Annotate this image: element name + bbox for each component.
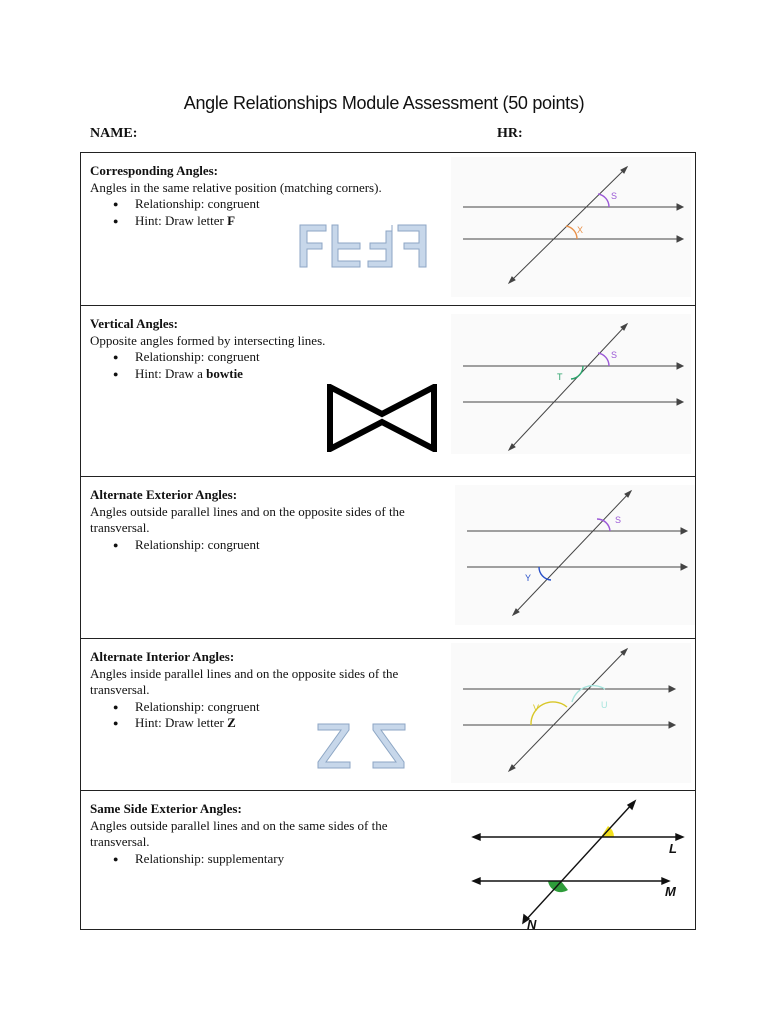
angle-label-s: S [611,191,618,201]
hr-label: HR: [497,126,523,141]
hint-bullet: ● Hint: Draw a bowtie [135,366,435,383]
row-vertical-angles [81,306,695,477]
alternate-interior-angles-diagram [451,643,691,783]
angle-label-t: T [557,372,563,382]
row-heading: Vertical Angles: [90,316,178,331]
angle-label-v: V [533,703,540,713]
same-side-exterior-angles-diagram [465,795,695,929]
relationship-bullet: ● Relationship: supplementary [135,851,435,868]
line-label-l: L [669,841,677,856]
angle-label-y: Y [525,573,532,583]
angle-table [80,152,696,930]
row-heading: Same Side Exterior Angles: [90,801,242,816]
row-corresponding-angles [81,153,695,306]
vertical-angles-diagram [451,314,691,454]
bowtie-illustration [327,384,437,457]
row-text [90,163,435,229]
line-label-m: M [665,884,676,899]
hint-bullet: ● Hint: Draw letter Z [135,715,435,732]
page-title: Angle Relationships Module Assessment (50 points) [183,93,585,113]
row-alternate-exterior-angles [81,477,695,639]
row-heading: Alternate Exterior Angles: [90,487,238,502]
corresponding-angles-diagram [451,157,691,297]
z-shapes-illustration [317,723,407,774]
hint-bullet: ● Hint: Draw letter F [135,213,435,230]
relationship-bullet: ● Relationship: congruent [135,537,435,554]
row-text [90,316,435,382]
line-label-n: N [527,917,537,929]
bullet-list [90,851,435,868]
bullet-list [90,349,435,382]
row-alternate-interior-angles [81,639,695,791]
row-text [90,487,435,553]
row-heading: Alternate Interior Angles: [90,649,235,664]
row-description: Angles outside parallel lines and on the same sides of the transversal. [90,817,388,849]
bullet-list [90,537,435,554]
angle-label-s: S [611,350,618,360]
f-shapes-illustration [298,223,430,276]
relationship-bullet: ● Relationship: congruent [135,196,435,213]
name-label: NAME: [90,126,138,141]
row-text [90,649,435,732]
row-text [90,801,435,867]
row-description: Opposite angles formed by intersecting lines. [90,332,326,348]
relationship-bullet: ● Relationship: congruent [135,699,435,716]
row-description: Angles outside parallel lines and on the opposite sides of the transversal. [90,503,405,535]
angle-label-s: S [615,515,622,525]
row-description: Angles inside parallel lines and on the opposite sides of the transversal. [90,665,399,697]
row-heading: Corresponding Angles: [90,163,218,178]
relationship-bullet: ● Relationship: congruent [135,349,435,366]
alternate-exterior-angles-diagram [455,485,695,625]
angle-label-u: U [601,700,608,710]
angle-label-x: X [577,225,584,235]
row-description: Angles in the same relative position (matching corners). [90,179,382,195]
row-same-side-exterior-angles [81,791,695,929]
